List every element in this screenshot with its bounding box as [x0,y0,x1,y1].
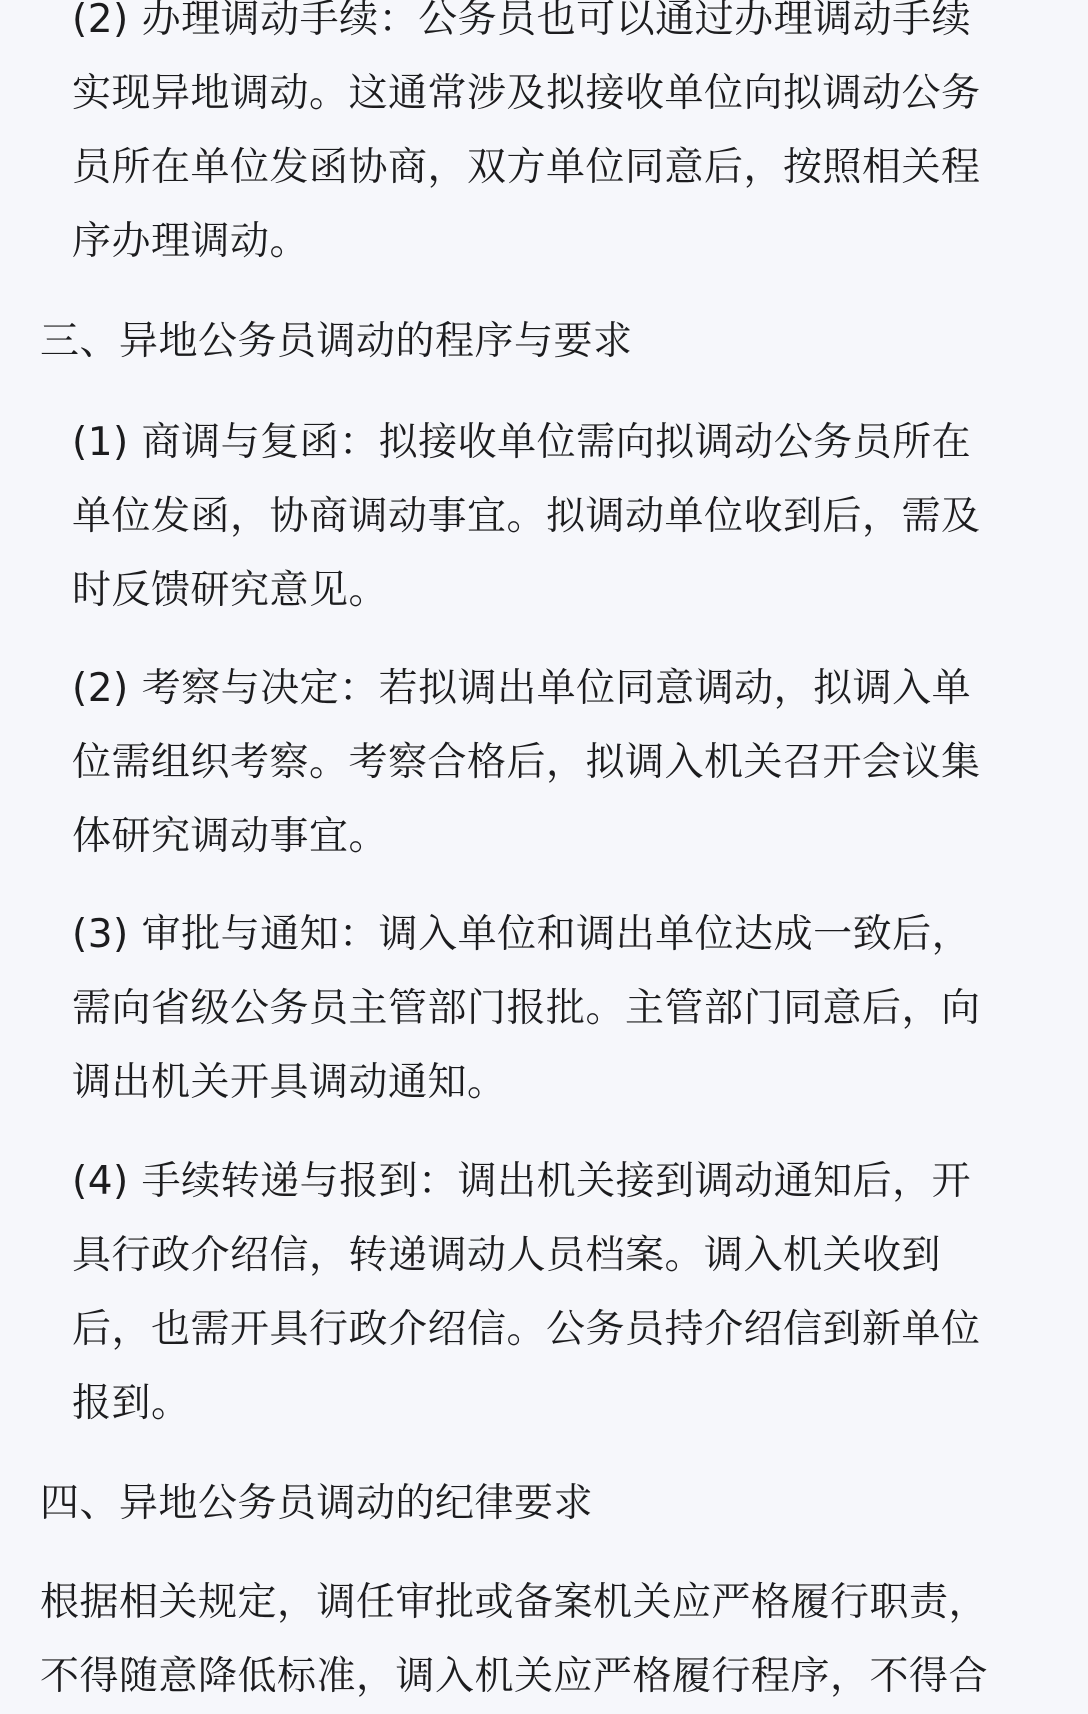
text-line: 调出机关开具调动通知。 [72,1060,507,1105]
text-line: 需向省级公务员主管部门报批。主管部门同意后，向 [72,986,981,1031]
text-line: 序办理调动。 [72,219,310,264]
text-line: (2) 考察与决定：若拟调出单位同意调动，拟调入单 [72,666,972,711]
heading-text: 三、异地公务员调动的程序与要求 [40,319,633,364]
text-line: (3) 审批与通知：调入单位和调出单位达成一致后， [72,912,972,957]
section-heading-3 [40,305,1050,379]
text-line: (2) 办理调动手续：公务员也可以通过办理调动手续 [72,0,972,42]
text-line: 单位发函，协商调动事宜。拟调动单位收到后，需及 [72,494,981,539]
text-line: 位需组织考察。考察合格后，拟调入机关召开会议集 [72,740,981,785]
discipline-paragraph [40,1566,1050,1714]
text-line: 不得随意降低标准，调入机关应严格履行程序，不得合 [40,1654,989,1699]
item-2-transfer-procedures [72,0,1052,279]
item-4-reporting [72,1145,1052,1441]
item-1-consultation [72,406,1052,628]
item-2-inspection [72,652,1052,874]
text-line: 后，也需开具行政介绍信。公务员持介绍信到新单位 [72,1307,981,1352]
text-line: 具行政介绍信，转递调动人员档案。调入机关收到 [72,1233,942,1278]
text-line: 实现异地调动。这通常涉及拟接收单位向拟调动公务 [72,71,981,116]
text-line: 报到。 [72,1381,191,1426]
text-line: 时反馈研究意见。 [72,568,389,613]
text-line: 根据相关规定，调任审批或备案机关应严格履行职责， [40,1580,989,1625]
text-line: 体研究调动事宜。 [72,814,389,859]
item-3-approval [72,898,1052,1120]
section-heading-4 [40,1467,1050,1541]
heading-text: 四、异地公务员调动的纪律要求 [40,1481,594,1526]
text-line: (4) 手续转递与报到：调出机关接到调动通知后，开 [72,1159,972,1204]
text-line: (1) 商调与复函：拟接收单位需向拟调动公务员所在 [72,420,972,465]
text-line: 员所在单位发函协商，双方单位同意后，按照相关程 [72,145,981,190]
